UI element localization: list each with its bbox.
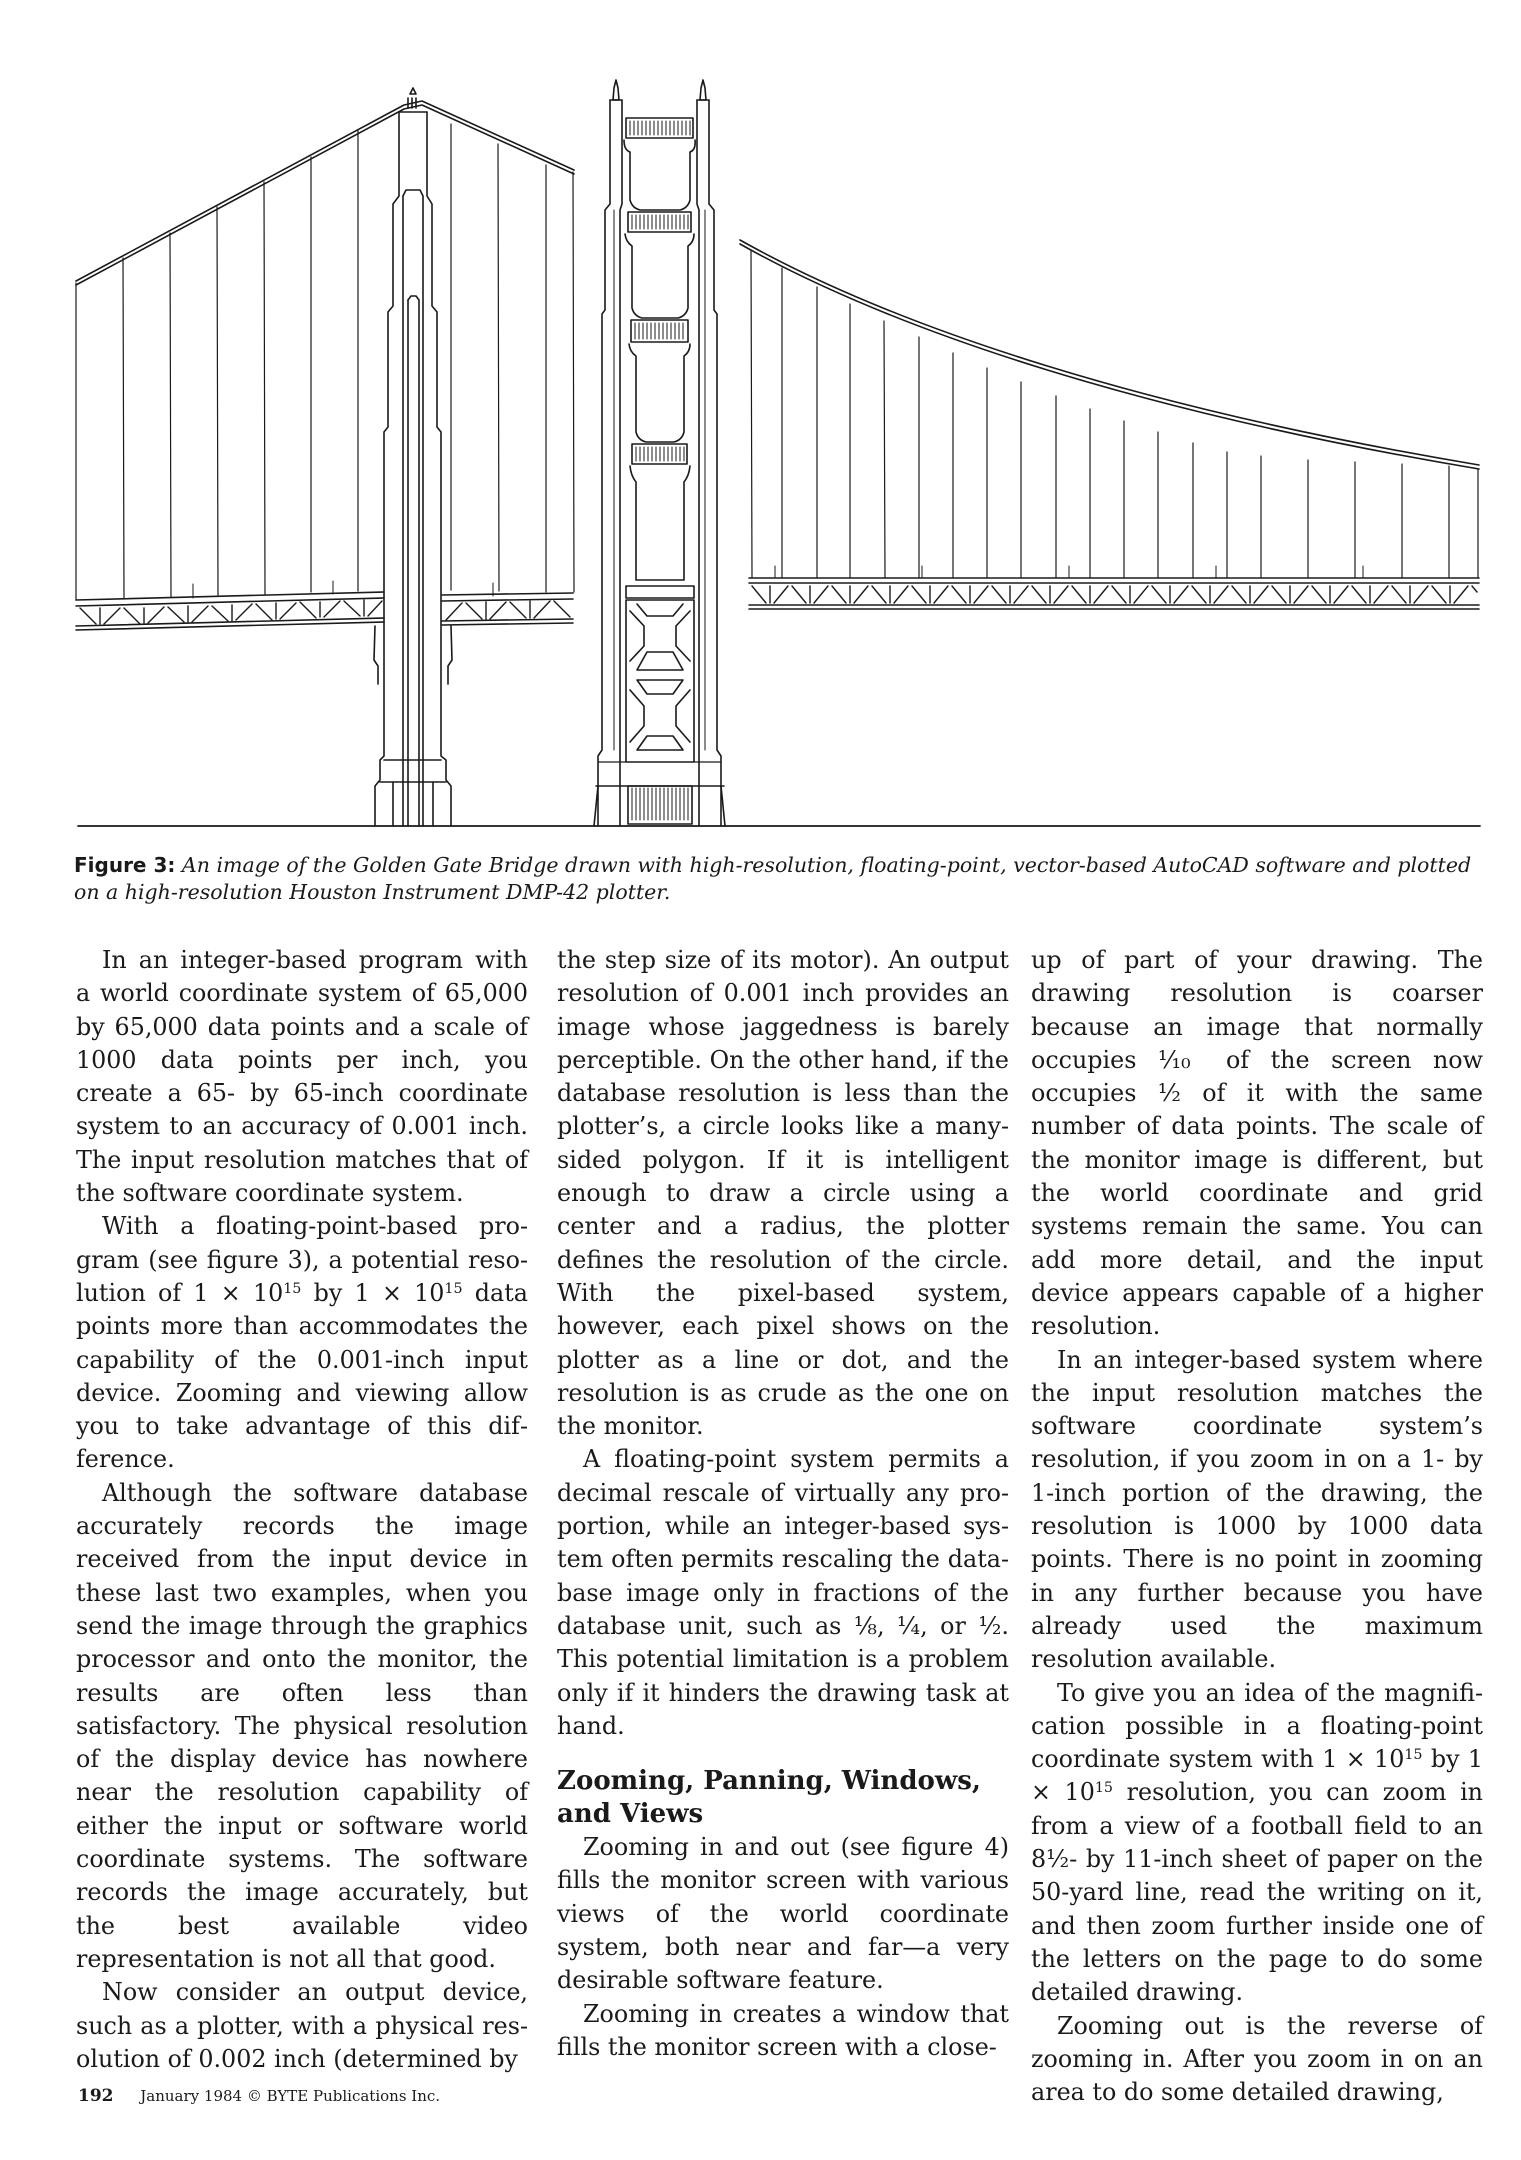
paragraph-continued: up of part of your drawing. The drawing resolution is coarser because an image that normally occupies ⅒ of the screen now occupies ½ of it with the same number of data points. The scale of the monitor image is different, but the world coordinate and grid systems remain the same. You can add more detail, and the input device appears capable of a higher resolution. — [1031, 946, 1483, 1341]
paragraph: Now consider an output device, such as a plotter, with a physical resolution of 0.002 inch (determined by — [76, 1978, 528, 2073]
paragraph — [76, 1210, 528, 1476]
superscript: 15 — [283, 1281, 302, 1298]
text-run: resolution, you can zoom in from a view of a football field to an 8½- by 11-inch sheet of paper on the 50-yard line, read the writing on it, and then zoom further inside one of the letters on the page to do some detailed drawing. — [1031, 1778, 1484, 2007]
paragraph: A floating-point system permits a decimal rescale of virtually any proportion, while an integer-based system often permits rescaling the database image only in fractions of the database unit, such as ⅛, ¼, or ½. This potential limitation is a problem only if it hinders the drawing task at hand. — [557, 1445, 1009, 1740]
figure-caption-text: An image of the Golden Gate Bridge drawn with high-resolution, floating-point, vector-based AutoCAD software and plotted on a high-resolution Houston Instrument DMP-42 plotter. — [74, 853, 1472, 904]
page-number: 192 — [78, 2086, 114, 2106]
text-run: by 1 × 10 — [1031, 1745, 1483, 1807]
paragraph: In an integer-based program with a world coordinate system of 65,000 by 65,000 data points and a scale of 1000 data points per inch, you create a 65- by 65-inch coordinate system to an accuracy of 0.001 inch. The input resolution matches that of the software coordinate system. — [76, 946, 528, 1208]
paragraph-continued: the step size of its motor). An output resolution of 0.001 inch provides an image whose jaggedness is barely perceptible. On the other hand, if the database resolution is less than the plotter’s, a circle looks like a many-sided polygon. If it is intelligent enough to draw a circle using a center and a radius, the plotter defines the resolution of the circle. With the pixel-based system, however, each pixel shows on the plotter as a line or dot, and the resolution is as crude as the one on the monitor. — [557, 946, 1009, 1441]
issue-credit: January 1984 © BYTE Publications Inc. — [140, 2087, 441, 2105]
paragraph: In an integer-based system where the input resolution matches the software coordinate system’s resolution, if you zoom in on a 1- by 1-inch portion of the drawing, the resolution is 1000 by 1000 data points. There is no point in zooming in any further because you have already used the maximum resolution available. — [1031, 1345, 1483, 1674]
bridge-illustration — [0, 0, 1521, 840]
article-column-2 — [557, 944, 1009, 2064]
paragraph: Zooming in creates a window that fills the monitor screen with a close- — [557, 1999, 1009, 2061]
figure-caption — [74, 852, 1474, 906]
paragraph: Although the software database accurately records the image received from the input device in these last two examples, when you send the image through the graphics processor and onto the monitor, the results are often less than satisfactory. The physical resolution of the display device has nowhere near the resolution capability of either the input or software world coordinate systems. The software records the image accurately, but the best available video representation is not all that good. — [76, 1478, 528, 1973]
text-run: by 1 × 10 — [301, 1278, 445, 1307]
left-span — [76, 88, 574, 826]
section-heading: Zooming, Panning, Windows, and Views — [557, 1766, 981, 1830]
text-run: With a floating-point-based program (see figure 3), a potential resolution of 1 × 10 — [76, 1212, 528, 1307]
tower-front — [594, 80, 725, 826]
article-column-3 — [1031, 944, 1483, 2109]
paragraph: Zooming out is the reverse of zooming in. After you zoom in on an area to do some detailed drawing, — [1031, 2011, 1483, 2107]
x-bracing — [626, 600, 694, 762]
superscript: 15 — [444, 1281, 463, 1298]
paragraph: Zooming in and out (see figure 4) fills the monitor screen with various views of the world coordinate system, both near and far—a very desirable software feature. — [557, 1833, 1009, 1995]
superscript: 15 — [1404, 1747, 1423, 1764]
text-run: To give you an idea of the magnification possible in a floating-point coordinate system with 1 × 10 — [1031, 1678, 1483, 1774]
figure-label: Figure 3: — [74, 853, 176, 877]
right-span — [740, 240, 1479, 609]
superscript: 15 — [1094, 1780, 1113, 1797]
strut-slats — [630, 121, 690, 461]
page-footer — [78, 2086, 440, 2106]
figure-3-bridge-drawing — [0, 0, 1521, 840]
paragraph — [1031, 1677, 1483, 2010]
article-column-1 — [76, 944, 528, 2076]
text-run: data points more than accommodates the capability of the 0.001-inch input device. Zooming and viewing allow you to take advantage of this difference. — [76, 1278, 528, 1474]
